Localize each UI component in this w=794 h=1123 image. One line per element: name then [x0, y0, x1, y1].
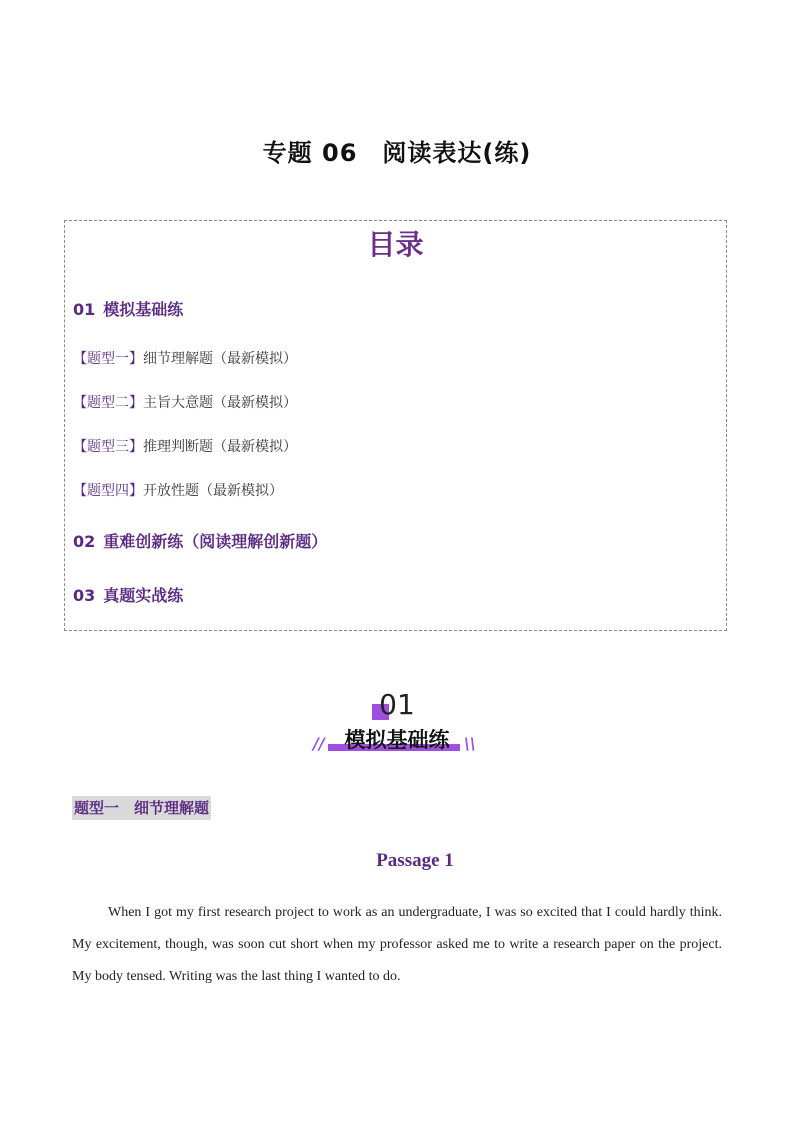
passage-title: Passage 1: [376, 850, 454, 871]
toc-section-01[interactable]: [73, 297, 183, 320]
toc-subitem-tag: 【题型四】: [73, 483, 143, 499]
toc-subitem-text: 推理判断题（最新模拟）: [143, 439, 297, 455]
question-type-label: 题型一 细节理解题: [72, 796, 211, 820]
passage-body: When I got my first research project to work as an undergraduate, I was so excited that I could hardly think. My excitement, though, was soon cut short when my professor asked me to write a research paper on the project. My body tensed. Writing was the last thing I wanted to do.: [72, 905, 722, 984]
toc-section-02[interactable]: [73, 529, 327, 552]
toc-subitem-3[interactable]: [73, 436, 297, 456]
toc-heading: 目录: [367, 228, 424, 261]
badge-left-slashes: //: [313, 734, 325, 753]
toc-subitem-4[interactable]: [73, 480, 283, 500]
toc-subitem-tag: 【题型三】: [73, 439, 143, 455]
toc-section-label: 真题实战练: [103, 586, 184, 605]
toc-section-number: 01: [73, 300, 96, 319]
badge-right-slashes: \\: [464, 734, 476, 753]
toc-section-number: 02: [73, 532, 96, 551]
toc-section-number: 03: [73, 586, 96, 605]
section-badge: [0, 688, 794, 758]
toc-subitem-1[interactable]: [73, 348, 297, 368]
toc-section-label: 模拟基础练: [103, 300, 184, 319]
toc-subitem-tag: 【题型一】: [73, 351, 143, 367]
toc-subitem-text: 开放性题（最新模拟）: [143, 483, 283, 499]
toc-section-label: 重难创新练（阅读理解创新题）: [103, 532, 328, 551]
toc-section-03[interactable]: [73, 583, 183, 606]
toc-subitem-tag: 【题型二】: [73, 395, 143, 411]
badge-section-number: 01: [379, 688, 415, 721]
toc-subitem-2[interactable]: [73, 392, 297, 412]
badge-section-label: 模拟基础练: [344, 728, 450, 752]
toc-subitem-text: 主旨大意题（最新模拟）: [143, 395, 297, 411]
toc-subitem-text: 细节理解题（最新模拟）: [143, 351, 297, 367]
table-of-contents: [64, 220, 727, 631]
document-title: 专题 06 阅读表达(练): [262, 139, 532, 167]
